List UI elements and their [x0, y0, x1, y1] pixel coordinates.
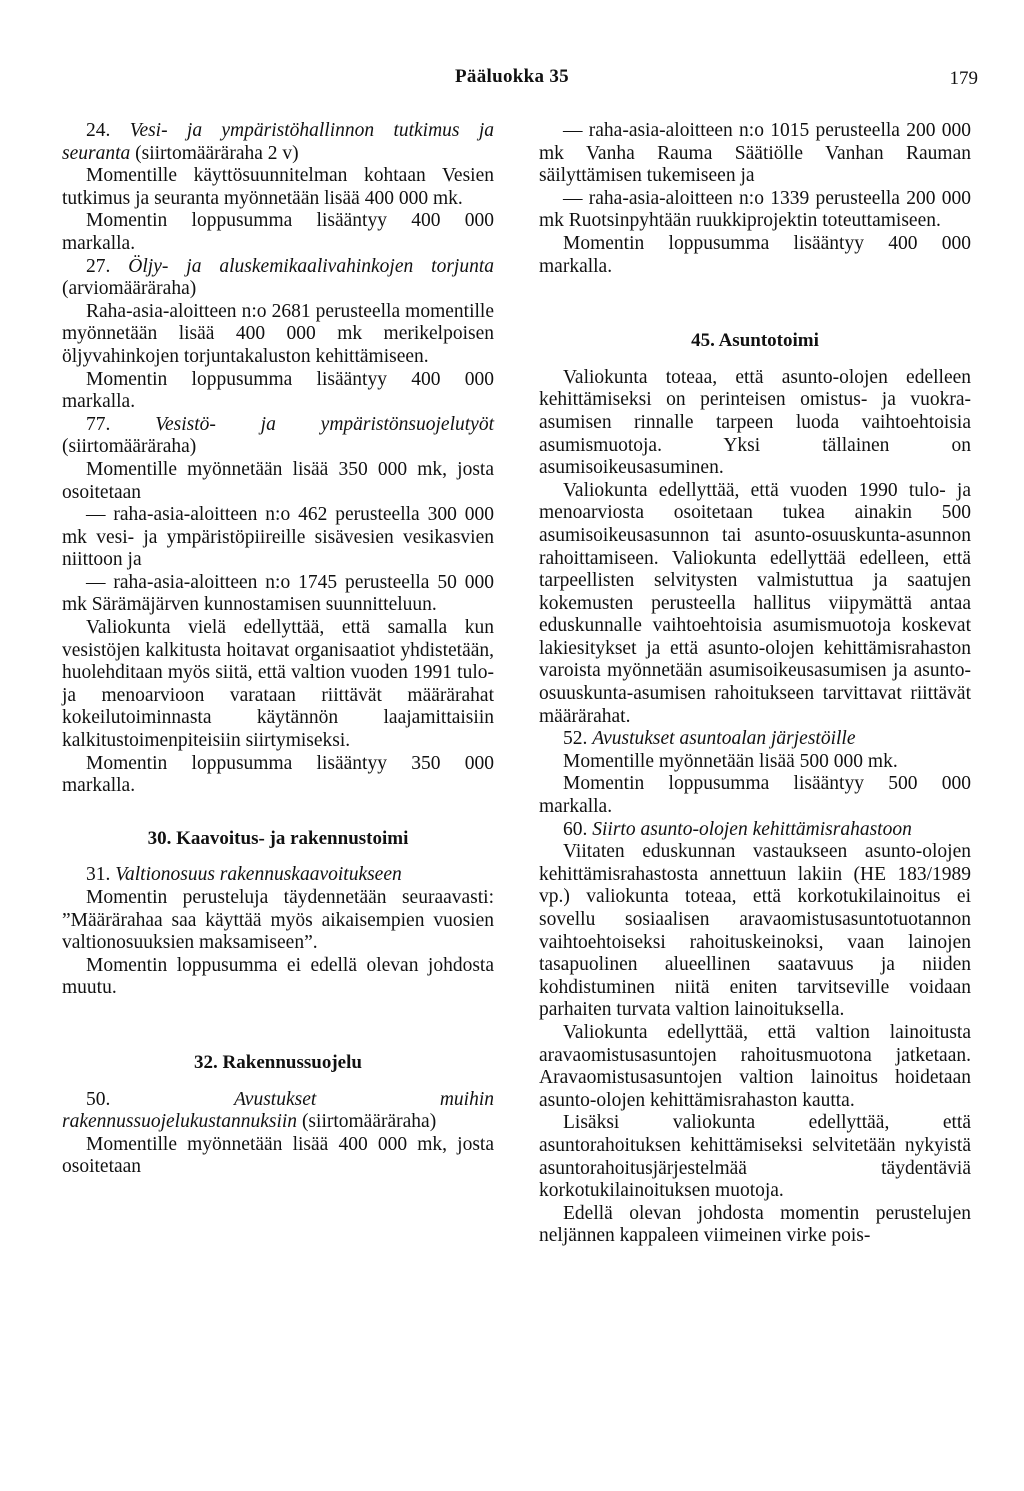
dash-item: — raha-asia-aloitteen n:o 1745 perusteella 50 000 mk Särämäjärven kunnostamisen suunnitteluun. — [62, 571, 494, 616]
paragraph: Viitaten eduskunnan vastaukseen asunto-olojen kehittämisrahastosta annettuun lakiin (HE 183/1989 vp.) valiokunta toteaa, että korkotukilainoitus ei sovellu sosiaalisen aravaomistusasuntotuotannon vaihtoehtoiseksi rahoituskeinoksi, vaan lainojen tasapuolinen alueellinen saatavuus ja niiden kohdistuminen niitä eniten tarvitseville voidaan parhaiten turvata valtion lainoituksella. — [539, 841, 971, 1021]
paragraph: Momentin loppusumma ei edellä olevan johdosta muutu. — [62, 954, 494, 999]
item-31-heading — [62, 864, 494, 887]
section-heading-30: 30. Kaavoitus- ja rakennustoimi — [147, 827, 409, 849]
dash-item: — raha-asia-aloitteen n:o 462 perusteella 300 000 mk vesi- ja ympäristöpiireille sisävesien vesikasvien niittoon ja — [62, 504, 494, 571]
item-60-heading — [539, 819, 971, 842]
paragraph: Momentille myönnetään lisää 350 000 mk, josta osoitetaan — [62, 458, 494, 503]
item-number: 31. — [86, 864, 111, 886]
item-50-heading — [62, 1089, 494, 1134]
paragraph: Valiokunta edellyttää, että valtion lainoitusta aravaomistusasuntojen rahoitusmuotona jatketaan. Aravaomistusasuntojen valtion lainoitus hoidetaan asunto-olojen kehittämisrahaston kautta. — [539, 1021, 971, 1111]
dash-item: — raha-asia-aloitteen n:o 1339 perusteella 200 000 mk Ruotsinpyhtään ruukkiprojektin toteuttamiseen. — [539, 187, 971, 232]
paragraph: Momentin loppusumma lisääntyy 500 000 markalla. — [539, 773, 971, 818]
item-number: 50. — [86, 1088, 111, 1110]
item-type: (siirtomääräraha 2 v) — [135, 142, 299, 164]
paragraph: Momentille myönnetään lisää 400 000 mk, josta osoitetaan — [62, 1133, 494, 1178]
paragraph: Raha-asia-aloitteen n:o 2681 perusteella momentille myönnetään lisää 400 000 mk merikelpoisen öljyvahinkojen torjuntakaluston kehittämiseen. — [62, 300, 494, 367]
paragraph: Momentille myönnetään lisää 500 000 mk. — [563, 750, 898, 772]
item-77-heading — [62, 414, 494, 459]
paragraph: Momentin loppusumma lisääntyy 400 000 markalla. — [539, 232, 971, 277]
item-52-heading — [539, 728, 971, 751]
item-number: 77. — [86, 413, 111, 435]
item-number: 60. — [563, 818, 588, 840]
item-title: Siirto asunto-olojen kehittämisrahastoon — [592, 818, 912, 840]
paragraph: Valiokunta toteaa, että asunto-olojen edelleen kehittämiseksi on perinteisen omistus- ja vuokra-asumisen rinnalle tarpeen luoda vaihtoehtoisia asumismuotoja. Yksi tällainen on asumisoikeusasuminen. — [539, 366, 971, 479]
right-column — [539, 120, 971, 1248]
paragraph: Valiokunta vielä edellyttää, että samalla kun vesistöjen kalkitusta hoitavat organisaatiot yhdistetään, huolehditaan myös siitä, että valtion vuoden 1991 tulo- ja menoarvioon varataan riittävät määrärahat kokeilutoiminnasta käytännön laajamittaisiin kalkitustoimenpiteisiin siirtymiseksi. — [62, 617, 494, 752]
item-number: 52. — [563, 728, 588, 750]
left-column — [62, 120, 494, 1179]
item-title: Öljy- ja aluskemikaalivahinkojen torjunta — [128, 255, 494, 277]
item-type: (siirtomääräraha) — [301, 1111, 437, 1133]
item-title: Vesi- ja ympäristöhallinnon tutkimus ja seuranta — [62, 120, 494, 164]
paragraph: Momentin perusteluja täydennetään seuraavasti: ”Määrärahaa saa käyttää myös aikaisempien vuosien valtionosuuksien maksamiseen”. — [62, 887, 494, 954]
paragraph: Momentin loppusumma lisääntyy 400 000 markalla. — [62, 210, 494, 254]
paragraph: Edellä olevan johdosta momentin perustelujen neljännen kappaleen viimeinen virke pois- — [539, 1202, 971, 1247]
section-heading-32: 32. Rakennussuojelu — [194, 1051, 362, 1073]
item-27-heading — [62, 256, 494, 301]
paragraph: Momentin loppusumma lisääntyy 350 000 markalla. — [62, 752, 494, 797]
item-title: Avustukset asuntoalan järjestöille — [592, 728, 856, 750]
running-head: Pääluokka 35 — [455, 66, 569, 87]
item-title: Valtionosuus rakennuskaavoitukseen — [115, 864, 402, 886]
item-title: Avustukset muihin rakennussuojelukustannuksiin — [62, 1088, 495, 1133]
paragraph: Valiokunta edellyttää, että vuoden 1990 tulo- ja menoarviosta osoitetaan tukea ainakin 500 asumisoikeusasunnon tai asunto-osuuskunta-asunnon rahoittamiseen. Valiokunta edellyttää edelleen, että tarpeellisten selvitysten valmistuttua ja saatujen kokemusten perusteella hallitus viipymättä antaa eduskunnalle vaihtoehtoisia asumismuotoja koskevat lakiesitykset ja että asunto-olojen kehittämisrahaston varoista myönnetään asumisoikeusasumisen ja asunto-osuuskunta-asumisen rahoitukseen tarvittavat riittävät määrärahat. — [539, 479, 971, 727]
item-24-heading — [62, 120, 494, 165]
item-number: 24. — [86, 120, 111, 141]
paragraph: Momentin loppusumma lisääntyy 400 000 markalla. — [62, 368, 494, 413]
paragraph: Momentille käyttösuunnitelman kohtaan Vesien tutkimus ja seuranta myönnetään lisää 400 000 mk. — [62, 165, 494, 209]
page-header — [0, 66, 1024, 92]
dash-item: — raha-asia-aloitteen n:o 1015 perusteella 200 000 mk Vanha Rauma Säätiölle Vanhan Rauman säilyttämisen tukemiseen ja — [539, 120, 971, 187]
item-type: (arviomääräraha) — [62, 278, 197, 300]
page-number: 179 — [949, 68, 978, 89]
item-number: 27. — [86, 255, 111, 277]
item-type: (siirtomääräraha) — [62, 436, 197, 458]
paragraph: Lisäksi valiokunta edellyttää, että asuntorahoituksen kehittämiseksi selvitetään nykyistä asuntorahoitusjärjestelmää täydentäviä korkotukilainoituksen muotoja. — [539, 1112, 971, 1202]
section-heading-45: 45. Asuntotoimi — [691, 330, 819, 352]
item-title: Vesistö- ja ympäristönsuojelutyöt — [155, 413, 494, 435]
